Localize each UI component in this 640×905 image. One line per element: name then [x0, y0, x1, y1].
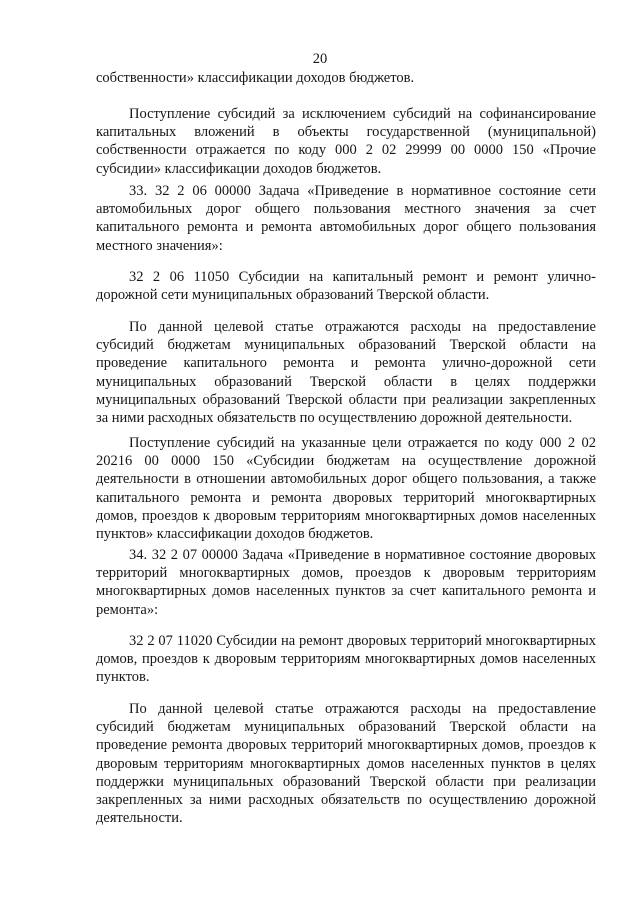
paragraph-text: 32 2 07 11020 Субсидии на ремонт дворовых территорий многоквартирных домов, проездов к дворовым территориям многоквартирных домов населенных пунктов. [96, 633, 596, 686]
paragraph-subsidies-receipt [96, 105, 596, 178]
paragraph-text: Поступление субсидий за исключением субсидий на софинансирование капитальных вложений в объекты государственной (муниципальной) собственности отражается по коду 000 2 02 29999 00 0000 150 «Прочие субсидии» классификации доходов бюджетов. [96, 106, 596, 177]
paragraph-text: Поступление субсидий на указанные цели отражается по коду 000 2 02 20216 00 0000 150 «Субсидии бюджетам на осуществление дорожной деятельности в отношении автомобильных дорог общего пользования, а также капитального ремонта и ремонта дворовых территорий многоквартирных домов, проездов к дворовым территориям многоквартирных домов населенных пунктов» классификации доходов бюджетов. [96, 435, 596, 543]
paragraph-task-34 [96, 546, 596, 619]
paragraph-expenses-description-2 [96, 700, 596, 827]
page-number: 20 [312, 51, 328, 67]
paragraph-code-11050 [96, 268, 596, 304]
paragraph-text: По данной целевой статье отражаются расходы на предоставление субсидий бюджетам муниципальных образований Тверской области на проведение капитального ремонта и ремонта улично-дорожной сети муниципальных образований Тверской области в целях поддержки муниципальных образований Тверской области при реализации закрепленных за ними расходных обязательств по осуществлению дорожной деятельности. [96, 319, 596, 427]
paragraph-text: 34. 32 2 07 00000 Задача «Приведение в нормативное состояние дворовых территорий многоквартирных домов, проездов к дворовым территориям многоквартирных домов населенных пунктов за счет капитального ремонта и ремонта»: [96, 547, 596, 618]
paragraph-task-33 [96, 182, 596, 255]
paragraph-continuation [96, 69, 596, 87]
paragraph-code-11020 [96, 632, 596, 687]
paragraph-receipt-code-20216 [96, 434, 596, 543]
paragraph-expenses-description [96, 318, 596, 427]
paragraph-text: По данной целевой статье отражаются расходы на предоставление субсидий бюджетам муниципальных образований Тверской области на проведение ремонта дворовых территорий многоквартирных домов, проездов к дворовым территориям многоквартирных домов населенных пунктов в целях поддержки муниципальных образований Тверской области при реализации закрепленных за ними расходных обязательств по осуществлению дорожной деятельности. [96, 701, 596, 827]
paragraph-text: 32 2 06 11050 Субсидии на капитальный ремонт и ремонт улично-дорожной сети муниципальных образований Тверской области. [96, 269, 596, 304]
paragraph-text: 33. 32 2 06 00000 Задача «Приведение в нормативное состояние сети автомобильных дорог общего пользования местного значения за счет капитального ремонта и ремонта автомобильных дорог общего пользования местного значения»: [96, 183, 596, 254]
paragraph-text: собственности» классификации доходов бюджетов. [96, 70, 415, 86]
